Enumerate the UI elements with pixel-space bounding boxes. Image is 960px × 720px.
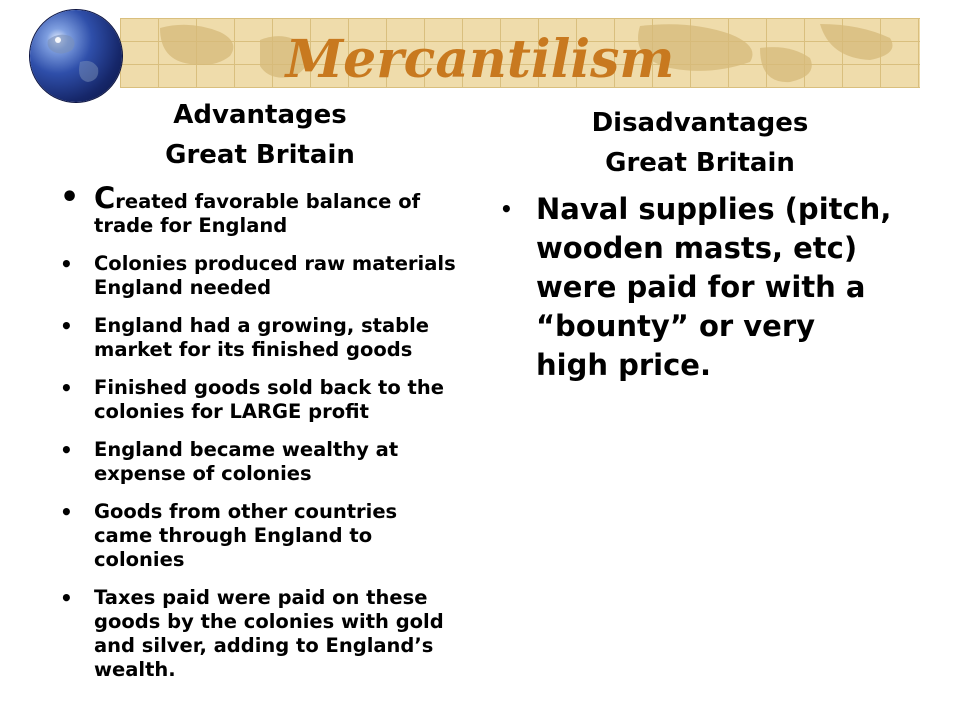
disadvantages-heading-line1: Disadvantages bbox=[591, 108, 809, 138]
globe-icon bbox=[30, 10, 122, 102]
advantages-heading bbox=[120, 95, 400, 175]
list-item-text: Taxes paid were paid on these goods by the colonies with gold and silver, adding to England’s wealth. bbox=[94, 586, 444, 681]
advantages-heading-line2: Great Britain bbox=[165, 140, 355, 170]
advantages-heading-line1: Advantages bbox=[173, 100, 347, 130]
list-item bbox=[500, 190, 895, 385]
disadvantages-heading-line2: Great Britain bbox=[605, 148, 795, 178]
list-item-text: Colonies produced raw materials England needed bbox=[94, 252, 456, 299]
list-item bbox=[60, 314, 460, 362]
bullet-icon: • bbox=[60, 500, 73, 524]
list-item-text: Goods from other countries came through England to colonies bbox=[94, 500, 398, 571]
bullet-icon: • bbox=[60, 376, 73, 400]
list-item-text: reated favorable balance of trade for England bbox=[94, 190, 421, 237]
list-item bbox=[60, 376, 460, 424]
list-item bbox=[60, 180, 460, 238]
list-item bbox=[60, 500, 460, 572]
list-item-text: Naval supplies (pitch, wooden masts, etc) were paid for with a “bounty” or very high price. bbox=[536, 192, 892, 382]
disadvantages-heading bbox=[560, 103, 840, 183]
bullet-icon: • bbox=[60, 252, 73, 276]
bullet-icon: • bbox=[60, 314, 73, 338]
list-item bbox=[60, 252, 460, 300]
list-item bbox=[60, 438, 460, 486]
bullet-icon: • bbox=[500, 197, 513, 221]
advantages-list bbox=[60, 180, 460, 696]
list-item-text: Finished goods sold back to the colonies for LARGE profit bbox=[94, 376, 444, 423]
bullet-icon: • bbox=[60, 438, 73, 462]
list-item-initial: C bbox=[94, 181, 116, 215]
disadvantages-list bbox=[500, 190, 895, 385]
bullet-icon: • bbox=[60, 586, 73, 610]
list-item bbox=[60, 586, 460, 682]
list-item-text: England became wealthy at expense of colonies bbox=[94, 438, 399, 485]
page-title: Mercantilism bbox=[285, 29, 675, 90]
bullet-icon: • bbox=[60, 180, 80, 215]
list-item-text: England had a growing, stable market for its finished goods bbox=[94, 314, 430, 361]
